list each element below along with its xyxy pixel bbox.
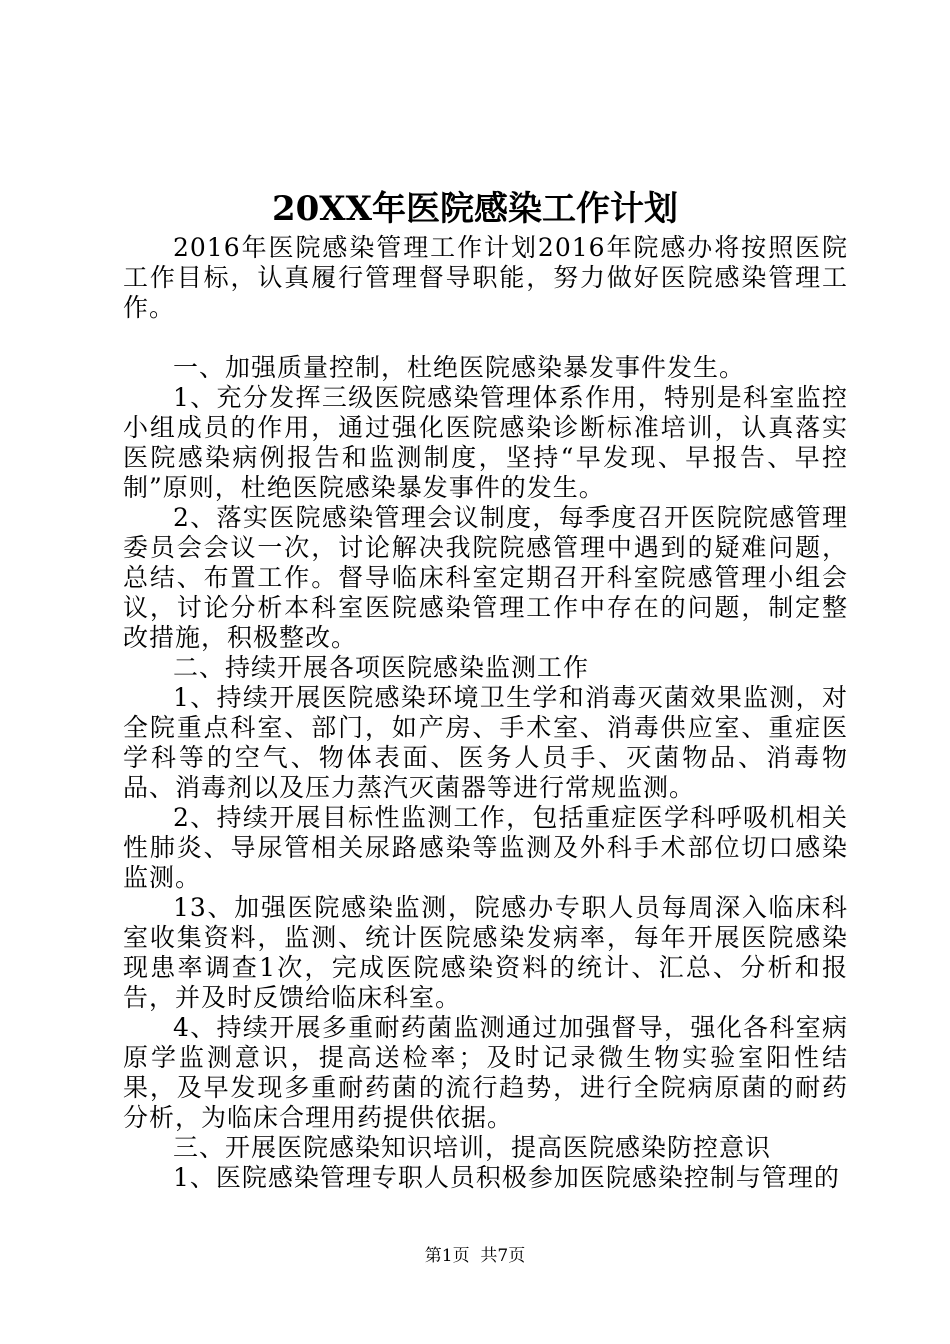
intro-paragraph: 2016年医院感染管理工作计划2016年院感办将按照医院工作目标，认真履行管理督导职能，努力做好医院感染管理工作。 — [123, 233, 848, 322]
page-total: 共7页 — [480, 1246, 526, 1266]
paragraph-1-2: 2、落实医院感染管理会议制度，每季度召开医院院感管理委员会会议一次，讨论解决我院院感管理中遇到的疑难问题，总结、布置工作。督导临床科室定期召开科室院感管理小组会议，讨论分析本科室医院感染管理工作中存在的问题，制定整改措施，积极整改。 — [123, 503, 848, 652]
page-footer — [0, 1244, 950, 1268]
paragraph-2-1: 1、持续开展医院感染环境卫生学和消毒灭菌效果监测，对全院重点科室、部门，如产房、手术室、消毒供应室、重症医学科等的空气、物体表面、医务人员手、灭菌物品、消毒物品、消毒剂以及压力蒸汽灭菌器等进行常规监测。 — [123, 683, 848, 802]
page-number: 第1页 — [424, 1246, 470, 1266]
section-heading-2: 二、持续开展各项医院感染监测工作 — [173, 653, 590, 682]
paragraph-3-1: 1、医院感染管理专职人员积极参加医院感染控制与管理的 — [173, 1163, 840, 1192]
paragraph-2-3: 13、加强医院感染监测，院感办专职人员每周深入临床科室收集资料，监测、统计医院感染发病率，每年开展医院感染现患率调查1次，完成医院感染资料的统计、汇总、分析和报告，并及时反馈给临床科室。 — [123, 893, 848, 1012]
document-body — [123, 233, 848, 1193]
paragraph-1-1: 1、充分发挥三级医院感染管理体系作用，特别是科室监控小组成员的作用，通过强化医院感染诊断标准培训，认真落实医院感染病例报告和监测制度，坚持“早发现、早报告、早控制”原则，杜绝医院感染暴发事件的发生。 — [123, 383, 848, 502]
paragraph-2-4: 4、持续开展多重耐药菌监测通过加强督导，强化各科室病原学监测意识，提高送检率；及时记录微生物实验室阳性结果，及早发现多重耐药菌的流行趋势，进行全院病原菌的耐药分析，为临床合理用药提供依据。 — [123, 1013, 848, 1132]
section-heading-1: 一、加强质量控制，杜绝医院感染暴发事件发生。 — [173, 353, 746, 382]
section-heading-3: 三、开展医院感染知识培训，提高医院感染防控意识 — [173, 1133, 772, 1162]
document-title: 20XX年医院感染工作计划 — [271, 189, 679, 229]
paragraph-2-2: 2、持续开展目标性监测工作，包括重症医学科呼吸机相关性肺炎、导尿管相关尿路感染等监测及外科手术部位切口感染监测。 — [123, 803, 848, 892]
